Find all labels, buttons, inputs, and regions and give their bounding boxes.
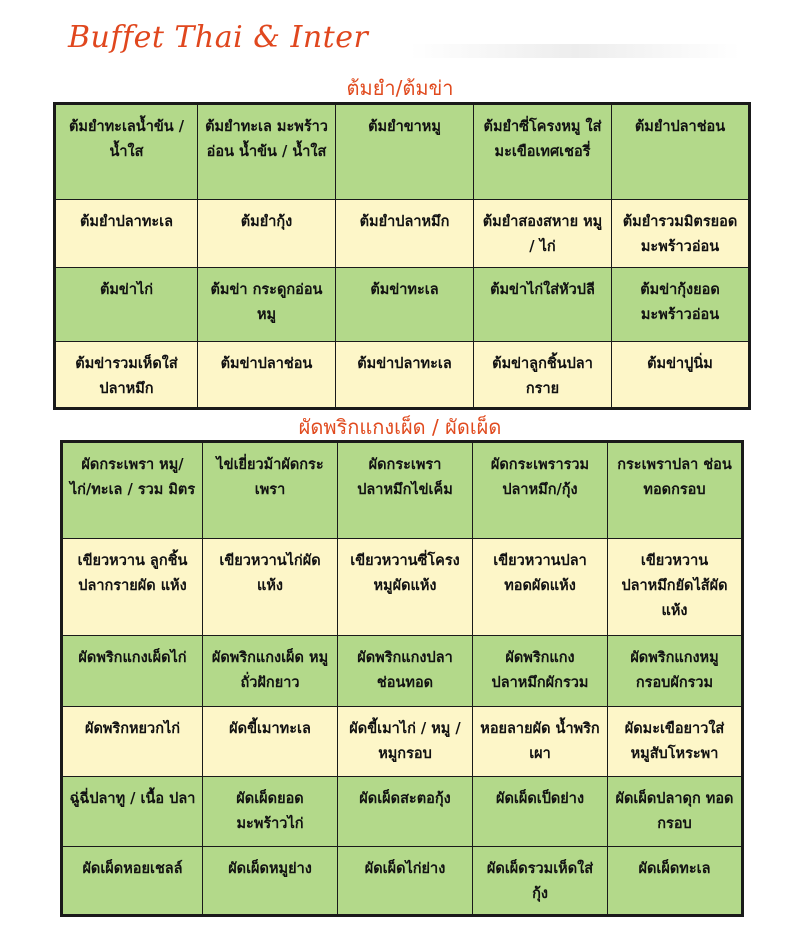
menu-table-tomyum [53,102,751,410]
table-row [62,539,743,636]
menu-cell: ผัดเผ็ดทะเล [608,847,743,916]
menu-cell: เขียวหวานซี่โครง หมูผัดแห้ง [338,539,473,636]
brand-title: Buffet Thai & Inter [68,20,369,55]
menu-cell: ต้มข่าลูกชิ้นปลา กราย [474,342,612,409]
menu-cell: ผัดเผ็ดเป็ดย่าง [473,777,608,847]
table-row [62,442,743,539]
menu-cell: ผัดพริกแกง ปลาหมึกผักรวม [473,636,608,707]
menu-cell: ผัดเผ็ดยอด มะพร้าวไก่ [203,777,338,847]
menu-cell: ผัดพริกหยวกไก่ [62,707,203,777]
menu-cell: ผัดขี้เมาไก่ / หมู / หมูกรอบ [338,707,473,777]
menu-cell: ต้มยำปลาหมึก [336,200,474,268]
menu-cell: ต้มยำปลาช่อน [612,104,750,200]
menu-cell: ต้มยำปลาทะเล [55,200,198,268]
menu-cell: ผัดเผ็ดรวมเห็ดใส่ กุ้ง [473,847,608,916]
menu-cell: ต้มข่าไก่ใส่หัวปลี [474,268,612,342]
menu-cell: ต้มข่ารวมเห็ดใส่ ปลาหมึก [55,342,198,409]
section-title-stirfry: ผัดพริกแกงเผ็ด / ผัดเผ็ด [298,415,502,439]
table-row [62,847,743,916]
menu-cell: หอยลายผัด น้ำพริกเผา [473,707,608,777]
menu-cell: ต้มยำขาหมู [336,104,474,200]
menu-cell: ต้มข่ากุ้งยอด มะพร้าวอ่อน [612,268,750,342]
menu-cell: ผัดกระเพรารวม ปลาหมึก/กุ้ง [473,442,608,539]
menu-cell: เขียวหวานไก่ผัด แห้ง [203,539,338,636]
menu-cell: กระเพราปลา ช่อนทอดกรอบ [608,442,743,539]
menu-cell: ผัดเผ็ดสะตอกุ้ง [338,777,473,847]
menu-cell: ผัดเผ็ดหมูย่าง [203,847,338,916]
section-title-tomyum: ต้มยำ/ต้มข่า [346,76,454,100]
menu-cell: ต้มข่า กระดูกอ่อนหมู [198,268,336,342]
menu-cell: ผัดกระเพรา ปลาหมึกไข่เค็ม [338,442,473,539]
menu-cell: ผัดขี้เมาทะเล [203,707,338,777]
table-row [55,104,750,200]
table-row [55,342,750,409]
menu-cell: ผัดเผ็ดหอยเชลล์ [62,847,203,916]
menu-cell: ผัดพริกแกงเผ็ด หมูถั่วฝักยาว [203,636,338,707]
menu-cell: ต้มยำกุ้ง [198,200,336,268]
menu-cell: ต้มยำรวมมิตรยอด มะพร้าวอ่อน [612,200,750,268]
menu-cell: ฉู่ฉี่ปลาทู / เนื้อ ปลา [62,777,203,847]
menu-cell: ต้มข่าทะเล [336,268,474,342]
menu-table-stirfry [60,440,744,917]
menu-cell: ผัดพริกแกงปลา ช่อนทอด [338,636,473,707]
menu-cell: ต้มข่าปลาทะเล [336,342,474,409]
menu-cell: เขียวหวาน ปลาหมึกยัดไส้ผัด แห้ง [608,539,743,636]
menu-cell: ต้มข่าปูนิ่ม [612,342,750,409]
menu-cell: ต้มยำทะเลน้ำข้น / น้ำใส [55,104,198,200]
menu-cell: ผัดเผ็ดปลาดุก ทอดกรอบ [608,777,743,847]
menu-cell: ผัดพริกแกงหมู กรอบผักรวม [608,636,743,707]
menu-cell: เขียวหวานปลา ทอดผัดแห้ง [473,539,608,636]
menu-cell: ผัดกระเพรา หมู/ ไก่/ทะเล / รวม มิตร [62,442,203,539]
table-row [55,200,750,268]
table-row [55,268,750,342]
menu-cell: ผัดพริกแกงเผ็ดไก่ [62,636,203,707]
menu-cell: ต้มข่าไก่ [55,268,198,342]
menu-cell: ต้มข่าปลาช่อน [198,342,336,409]
menu-cell: ต้มยำซี่โครงหมู ใส่มะเขือเทศเชอรี่ [474,104,612,200]
decorative-shadow [410,44,740,58]
menu-cell: ต้มยำทะเล มะพร้าวอ่อน น้ำข้น / น้ำใส [198,104,336,200]
table-row [62,636,743,707]
menu-cell: ต้มยำสองสหาย หมู / ไก่ [474,200,612,268]
menu-cell: ผัดเผ็ดไก่ย่าง [338,847,473,916]
table-row [62,707,743,777]
menu-cell: ผัดมะเขือยาวใส่ หมูสับโหระพา [608,707,743,777]
menu-cell: เขียวหวาน ลูกชิ้นปลากรายผัด แห้ง [62,539,203,636]
menu-cell: ไข่เยี่ยวม้าผัดกระ เพรา [203,442,338,539]
table-row [62,777,743,847]
